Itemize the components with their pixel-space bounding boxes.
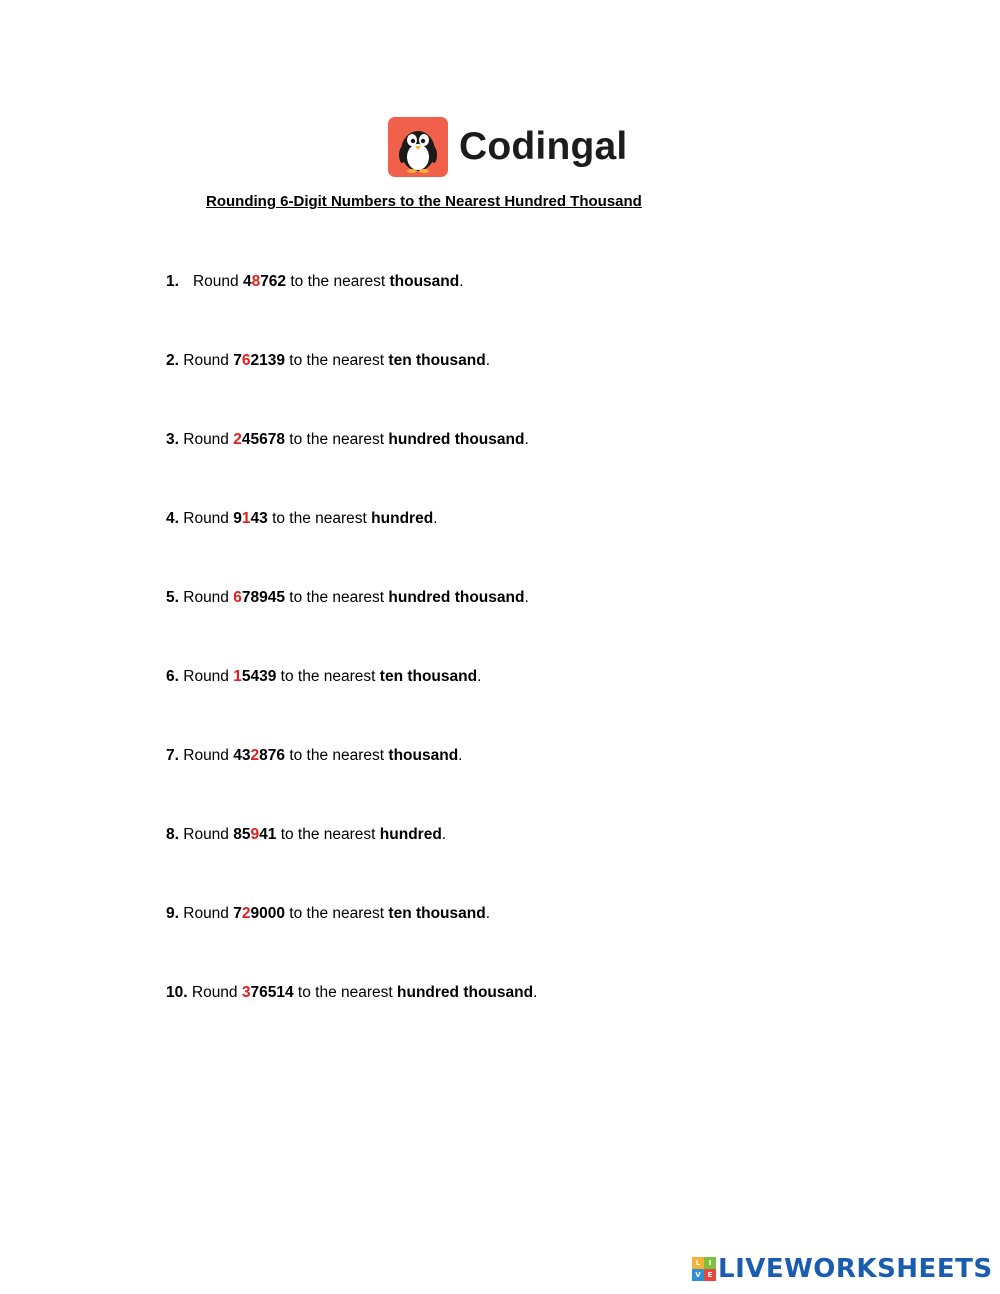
question-number: 1.: [166, 273, 179, 290]
question-number: 8.: [166, 826, 179, 843]
mark-letter: L: [692, 1257, 704, 1269]
question-prefix: Round: [191, 984, 238, 1001]
question-middle: to the nearest: [280, 826, 376, 843]
question-prefix: Round: [183, 510, 229, 527]
question-middle: to the nearest: [290, 273, 386, 290]
question-item: [166, 983, 537, 1003]
highlighted-digit: 6: [241, 352, 251, 369]
liveworksheets-footer: [692, 1254, 993, 1284]
penguin-icon: [388, 117, 448, 177]
value-trail-digits: 45678: [241, 431, 285, 448]
question-number: 6.: [166, 668, 179, 685]
question-suffix: .: [458, 747, 463, 764]
question-prefix: Round: [183, 431, 229, 448]
value-trail-digits: 76514: [250, 984, 294, 1001]
question-suffix: .: [524, 431, 529, 448]
value-trail-digits: 9000: [250, 905, 285, 922]
question-value: [243, 273, 286, 290]
logo-text: Codingal: [459, 125, 628, 168]
question-middle: to the nearest: [289, 589, 385, 606]
question-suffix: .: [533, 984, 538, 1001]
worksheet-title: Rounding 6-Digit Numbers to the Nearest Hundred Thousand: [206, 193, 642, 210]
question-value: [233, 668, 276, 685]
question-middle: to the nearest: [289, 905, 385, 922]
question-number: 9.: [166, 905, 179, 922]
place-value: ten thousand: [388, 352, 486, 369]
mark-letter: V: [692, 1269, 704, 1281]
question-item: [166, 904, 490, 924]
value-trail-digits: 2139: [250, 352, 285, 369]
value-lead-digits: 4: [242, 273, 252, 290]
question-item: [166, 667, 481, 687]
question-value: [233, 905, 285, 922]
value-trail-digits: 5439: [241, 668, 277, 685]
question-middle: to the nearest: [272, 510, 367, 527]
liveworksheets-icon: [692, 1257, 716, 1281]
highlighted-digit: 9: [250, 826, 260, 843]
question-suffix: .: [485, 905, 491, 922]
highlighted-digit: 6: [233, 589, 242, 606]
question-middle: to the nearest: [289, 747, 385, 764]
highlighted-digit: 2: [241, 905, 251, 922]
value-trail-digits: 43: [250, 510, 268, 527]
question-item: [166, 430, 529, 450]
question-item: [166, 272, 464, 292]
question-suffix: .: [441, 826, 447, 843]
question-prefix: Round: [192, 273, 239, 290]
question-prefix: Round: [183, 826, 229, 843]
question-prefix: Round: [183, 668, 229, 685]
highlighted-digit: 1: [233, 668, 242, 685]
question-prefix: Round: [183, 905, 229, 922]
value-trail-digits: 762: [260, 273, 287, 290]
place-value: thousand: [388, 747, 459, 764]
question-number: 5.: [166, 589, 179, 606]
place-value: thousand: [389, 273, 460, 290]
question-value: [233, 826, 276, 843]
question-number: 10.: [166, 984, 188, 1001]
question-item: [166, 746, 462, 766]
question-prefix: Round: [183, 589, 229, 606]
highlighted-digit: 8: [251, 273, 261, 290]
question-item: [166, 509, 437, 529]
place-value: hundred thousand: [388, 431, 525, 448]
question-value: [233, 747, 285, 764]
question-value: [233, 352, 285, 369]
question-item: [166, 351, 490, 371]
value-lead-digits: 9: [233, 510, 242, 527]
question-item: [166, 825, 446, 845]
value-trail-digits: 78945: [241, 589, 285, 606]
place-value: hundred: [371, 510, 434, 527]
question-item: [166, 588, 529, 608]
highlighted-digit: 3: [241, 984, 251, 1001]
question-number: 7.: [166, 747, 179, 764]
value-lead-digits: 7: [233, 905, 242, 922]
highlighted-digit: 1: [241, 510, 251, 527]
question-value: [233, 589, 285, 606]
question-middle: to the nearest: [297, 984, 393, 1001]
question-number: 2.: [166, 352, 179, 369]
question-suffix: .: [524, 589, 529, 606]
value-lead-digits: 85: [233, 826, 251, 843]
question-suffix: .: [459, 273, 464, 290]
question-suffix: .: [485, 352, 491, 369]
question-value: [233, 431, 285, 448]
value-lead-digits: 43: [233, 747, 251, 764]
highlighted-digit: 2: [250, 747, 260, 764]
question-suffix: .: [477, 668, 482, 685]
value-trail-digits: 876: [259, 747, 285, 764]
highlighted-digit: 2: [233, 431, 242, 448]
place-value: ten thousand: [379, 668, 478, 685]
question-value: [233, 510, 268, 527]
mark-letter: E: [704, 1269, 716, 1281]
value-trail-digits: 41: [259, 826, 277, 843]
question-number: 4.: [166, 510, 179, 527]
question-value: [242, 984, 294, 1001]
question-middle: to the nearest: [289, 431, 385, 448]
place-value: hundred: [379, 826, 442, 843]
liveworksheets-brand: LIVEWORKSHEETS: [718, 1254, 993, 1284]
question-middle: to the nearest: [289, 352, 385, 369]
question-suffix: .: [433, 510, 438, 527]
codingal-logo: [388, 117, 627, 177]
value-lead-digits: 7: [233, 352, 242, 369]
question-prefix: Round: [183, 747, 229, 764]
place-value: ten thousand: [388, 905, 486, 922]
mark-letter: I: [704, 1257, 716, 1269]
question-number: 3.: [166, 431, 179, 448]
question-prefix: Round: [183, 352, 229, 369]
question-middle: to the nearest: [280, 668, 376, 685]
place-value: hundred thousand: [397, 984, 534, 1001]
place-value: hundred thousand: [388, 589, 525, 606]
